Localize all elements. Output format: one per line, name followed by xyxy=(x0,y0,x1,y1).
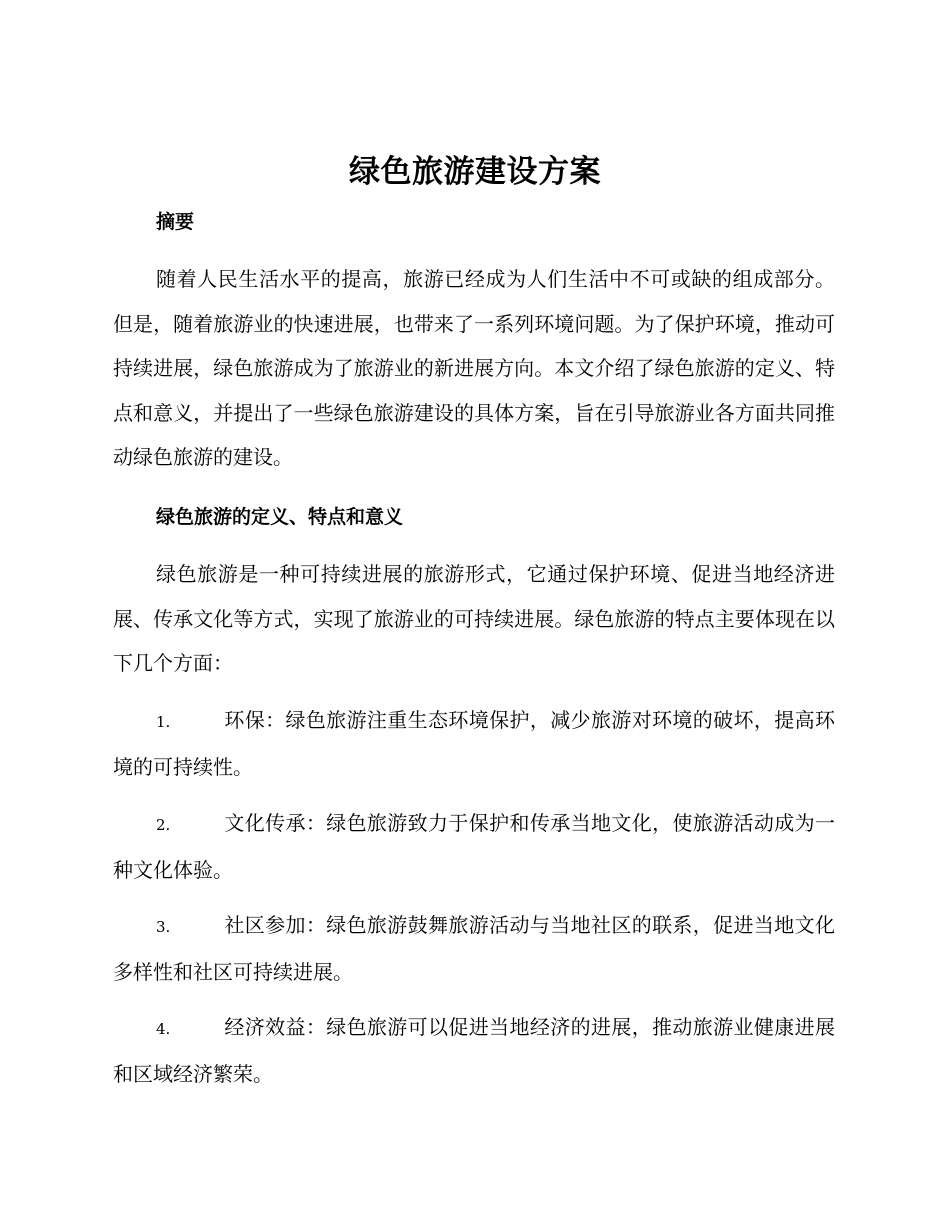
list-item-number: 1. xyxy=(156,713,171,731)
section-heading-definition: 绿色旅游的定义、特点和意义 xyxy=(156,506,404,528)
document-title: 绿色旅游建设方案 xyxy=(349,154,601,190)
list-item xyxy=(113,698,835,789)
list-item xyxy=(113,1005,835,1096)
list-item-number: 2. xyxy=(156,816,171,834)
list-item-text: 社区参加：绿色旅游鼓舞旅游活动与当地社区的联系，促进当地文化多样性和社区可持续进展。 xyxy=(113,913,835,984)
list-item xyxy=(113,903,835,994)
list-item-text: 经济效益：绿色旅游可以促进当地经济的进展，推动旅游业健康进展和区域经济繁荣。 xyxy=(113,1015,835,1086)
definition-paragraph: 绿色旅游是一种可持续进展的旅游形式，它通过保护环境、促进当地经济进展、传承文化等方式，实现了旅游业的可持续进展。绿色旅游的特点主要体现在以下几个方面： xyxy=(113,562,835,675)
list-item xyxy=(113,801,835,892)
list-item-number: 3. xyxy=(156,918,171,936)
abstract-heading: 摘要 xyxy=(156,211,195,233)
abstract-paragraph: 随着人民生活水平的提高，旅游已经成为人们生活中不可或缺的组成部分。但是，随着旅游业的快速进展，也带来了一系列环境问题。为了保护环境，推动可持续进展，绿色旅游成为了旅游业的新进展方向。本文介绍了绿色旅游的定义、特点和意义，并提出了一些绿色旅游建设的具体方案，旨在引导旅游业各方面共同推动绿色旅游的建设。 xyxy=(113,267,835,469)
list-item-text: 环保：绿色旅游注重生态环境保护，减少旅游对环境的破坏，提高环境的可持续性。 xyxy=(113,708,835,779)
list-item-text: 文化传承：绿色旅游致力于保护和传承当地文化，使旅游活动成为一种文化体验。 xyxy=(113,811,835,882)
list-item-number: 4. xyxy=(156,1020,171,1038)
